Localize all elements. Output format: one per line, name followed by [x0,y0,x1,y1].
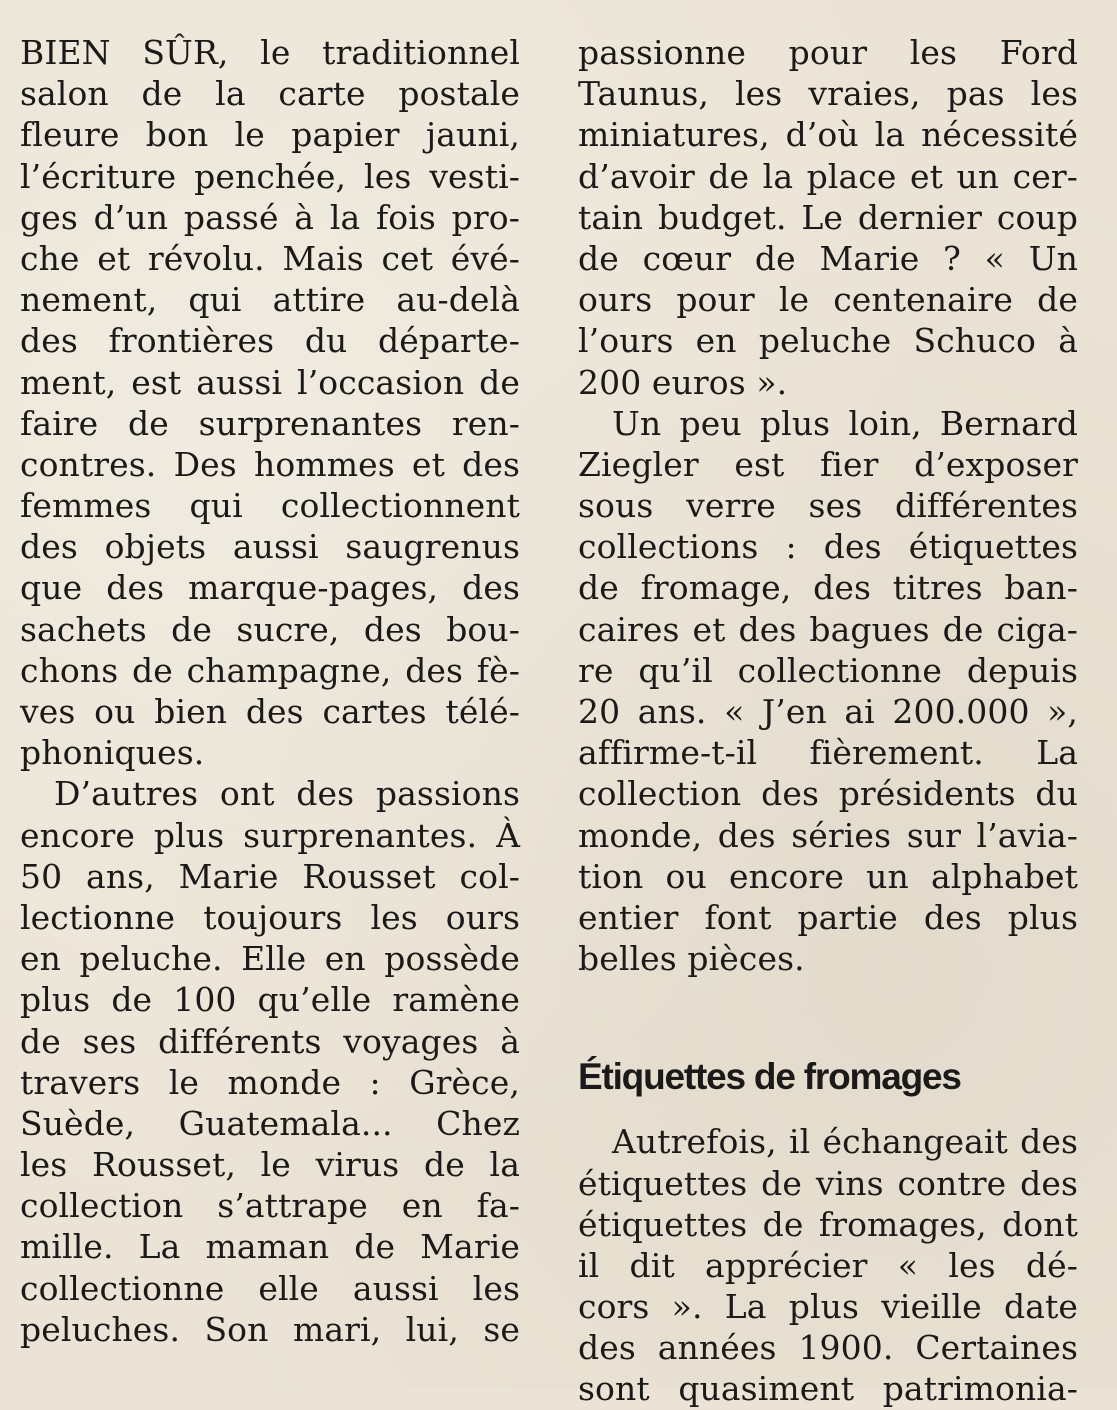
text-line: de ses différents voyages à [20,1021,520,1061]
text-line: ment, est aussi l’occasion de [20,362,520,402]
text-line: lectionne toujours les ours [20,897,520,937]
text-line: collections : des étiquettes [578,527,1078,567]
text-line: l’écriture penchée, les vesti- [20,156,520,196]
text-line: mille. La maman de Marie [20,1227,520,1267]
text-line: 50 ans, Marie Rousset col- [20,856,520,896]
text-line: affirme-t-il fièrement. La [578,733,1078,773]
text-line: entier font partie des plus [578,897,1078,937]
text-line: femmes qui collectionnent [20,486,520,526]
text-line: d’avoir de la place et un cer- [578,156,1078,196]
text-line: collectionne elle aussi les [20,1268,520,1308]
section-spacer [578,979,1078,1053]
text-line: BIEN SÛR, le traditionnel [20,33,520,72]
text-line: salon de la carte postale [20,74,520,114]
text-line: Taunus, les vraies, pas les [578,74,1078,114]
text-line: des objets aussi saugrenus [20,527,520,567]
text-line: de cœur de Marie ? « Un [578,238,1078,278]
text-line: Ziegler est fier d’exposer [578,444,1078,484]
text-line: de fromage, des titres ban- [578,568,1078,608]
text-line: des frontières du départe- [20,321,520,361]
text-line: encore plus surprenantes. À [20,815,520,855]
right-column [578,32,1078,1410]
text-line: ves ou bien des cartes télé- [20,692,520,731]
text-line: peluches. Son mari, lui, se [20,1309,520,1349]
text-line: étiquettes de vins contre des [578,1163,1078,1203]
text-line: l’ours en peluche Schuco à [578,321,1078,361]
text-line: travers le monde : Grèce, [20,1062,520,1102]
left-column [20,32,520,1350]
text-line: collection s’attrape en fa- [20,1186,520,1226]
text-line: re qu’il collectionne depuis [578,650,1078,690]
text-line: belles pièces. [578,939,805,979]
text-line: plus de 100 qu’elle ramène [20,980,520,1020]
text-line: miniatures, d’où la nécessité [578,115,1078,155]
text-line: Suède, Guatemala... Chez [20,1103,520,1143]
text-line: tion ou encore un alphabet [578,856,1078,896]
text-line: che et révolu. Mais cet évé- [20,238,520,278]
section-subheading: Étiquettes de fromages [578,1056,961,1098]
text-line: phoniques. [20,733,205,773]
text-line: des années 1900. Certaines [578,1328,1078,1368]
text-line: chons de champagne, des fè- [20,650,520,690]
text-line: ges d’un passé à la fois pro- [20,197,520,237]
text-line: les Rousset, le virus de la [20,1145,520,1185]
text-line: contres. Des hommes et des [20,444,520,484]
text-line: fleure bon le papier jauni, [20,115,520,155]
section-spacer [578,1101,1078,1121]
text-line: en peluche. Elle en possède [20,939,520,979]
text-line: passionne pour les Ford [578,33,1078,72]
text-line: il dit apprécier « les dé- [578,1245,1078,1285]
text-line: que des marque-pages, des [20,568,520,608]
text-line: collection des présidents du [578,774,1078,814]
text-line: faire de surprenantes ren- [20,403,520,443]
text-line: tain budget. Le dernier coup [578,197,1078,237]
text-line: monde, des séries sur l’avia- [578,815,1078,855]
text-line: 20 ans. « J’en ai 200.000 », [578,692,1078,731]
text-line: sous verre ses différentes [578,486,1078,526]
text-line: cors ». La plus vieille date [578,1287,1078,1327]
text-line: sont quasiment patrimonia- [578,1369,1078,1409]
text-line: caires et des bagues de ciga- [578,609,1078,649]
text-line: ours pour le centenaire de [578,280,1078,320]
text-line: Un peu plus loin, Bernard [612,403,1078,443]
text-line: D’autres ont des passions [54,774,520,814]
text-line: nement, qui attire au-delà [20,280,520,320]
text-line: sachets de sucre, des bou- [20,609,520,649]
text-line: Autrefois, il échangeait des [612,1122,1078,1162]
text-line: étiquettes de fromages, dont [578,1204,1078,1244]
text-line: 200 euros ». [578,362,788,402]
